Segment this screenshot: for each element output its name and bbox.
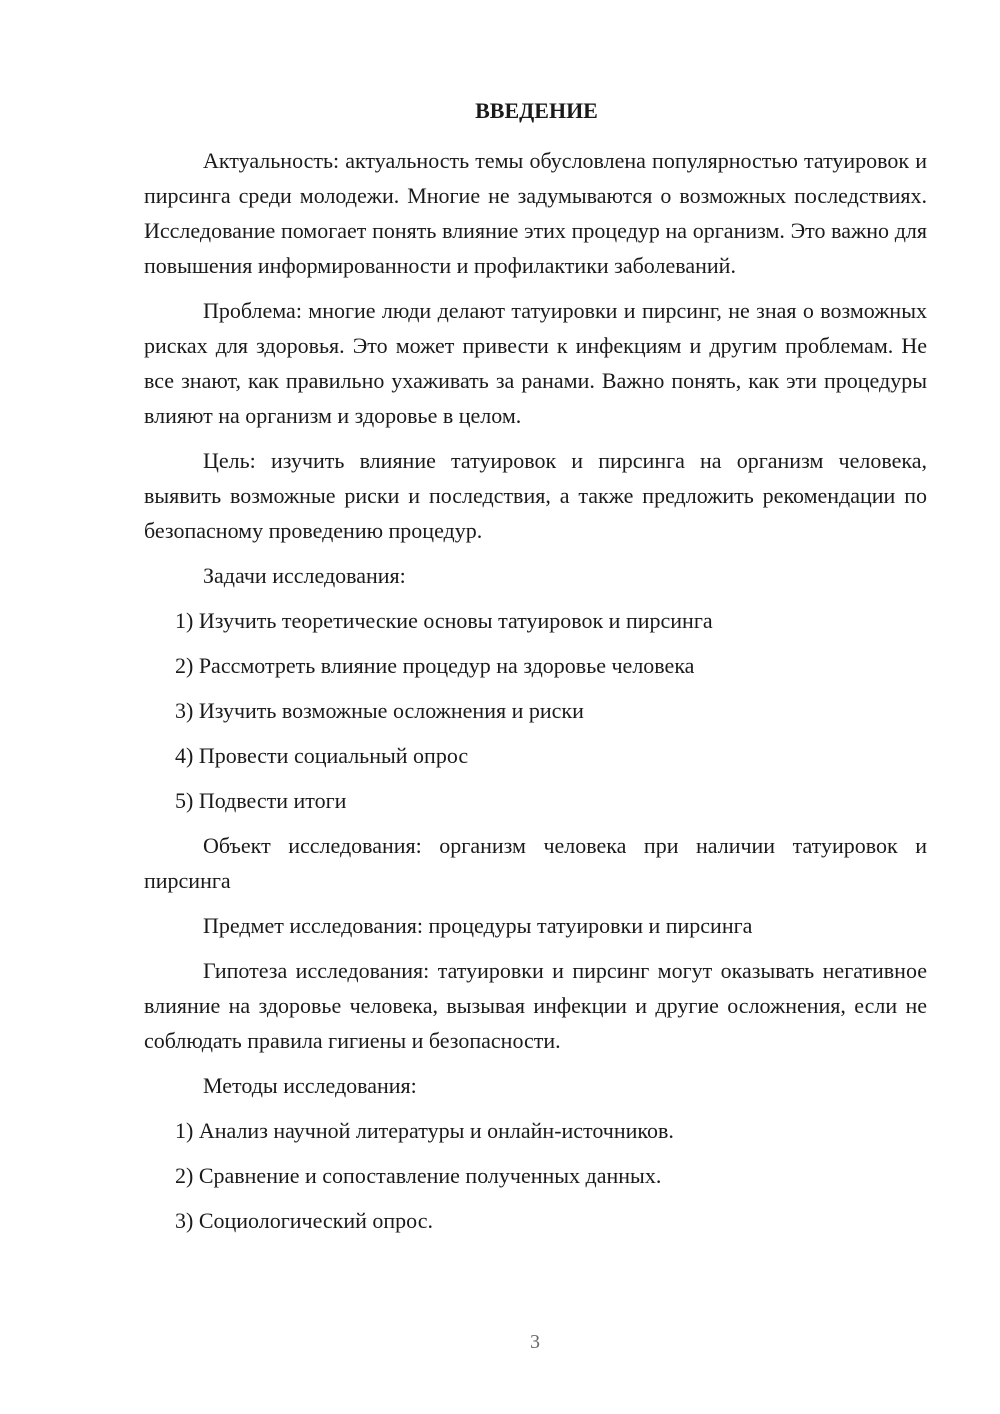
- object-paragraph: Объект исследования: организм человека при наличии татуировок и пирсинга: [144, 833, 927, 893]
- methods-title: Методы исследования:: [203, 1073, 417, 1098]
- method-item: 3) Социологический опрос.: [175, 1208, 433, 1233]
- task-item: 2) Рассмотреть влияние процедур на здоровье человека: [175, 653, 695, 678]
- methods-list: [144, 1113, 927, 1238]
- subject-paragraph: Предмет исследования: процедуры татуировки и пирсинга: [203, 913, 753, 938]
- task-item: 3) Изучить возможные осложнения и риски: [175, 698, 584, 723]
- method-item: 2) Сравнение и сопоставление полученных данных.: [175, 1163, 662, 1188]
- relevance-paragraph: Актуальность: актуальность темы обусловлена популярностью татуировок и пирсинга среди молодежи. Многие не задумываются о возможных последствиях. Исследование помогает понять влияние этих процедур на организм. Это важно для повышения информированности и профилактики заболеваний.: [144, 148, 927, 278]
- hypothesis-paragraph: Гипотеза исследования: татуировки и пирсинг могут оказывать негативное влияние на здоровье человека, вызывая инфекции и другие осложнения, если не соблюдать правила гигиены и безопасности.: [144, 958, 927, 1053]
- task-item: 5) Подвести итоги: [175, 788, 347, 813]
- problem-paragraph: Проблема: многие люди делают татуировки и пирсинг, не зная о возможных рисках для здоровья. Это может привести к инфекциям и другим проблемам. Не все знают, как правильно ухаживать за ранами. Важно понять, как эти процедуры влияют на организм и здоровье в целом.: [144, 298, 927, 428]
- tasks-list: [144, 603, 927, 818]
- page-number: 3: [530, 1331, 540, 1353]
- task-item: 4) Провести социальный опрос: [175, 743, 469, 768]
- tasks-title: Задачи исследования:: [203, 563, 406, 588]
- task-item: 1) Изучить теоретические основы татуировок и пирсинга: [175, 608, 713, 633]
- goal-paragraph: Цель: изучить влияние татуировок и пирсинга на организм человека, выявить возможные риски и последствия, а также предложить рекомендации по безопасному проведению процедур.: [144, 448, 927, 543]
- section-heading: ВВЕДЕНИЕ: [475, 98, 598, 123]
- method-item: 1) Анализ научной литературы и онлайн-источников.: [175, 1118, 674, 1143]
- document-page: [144, 94, 927, 1248]
